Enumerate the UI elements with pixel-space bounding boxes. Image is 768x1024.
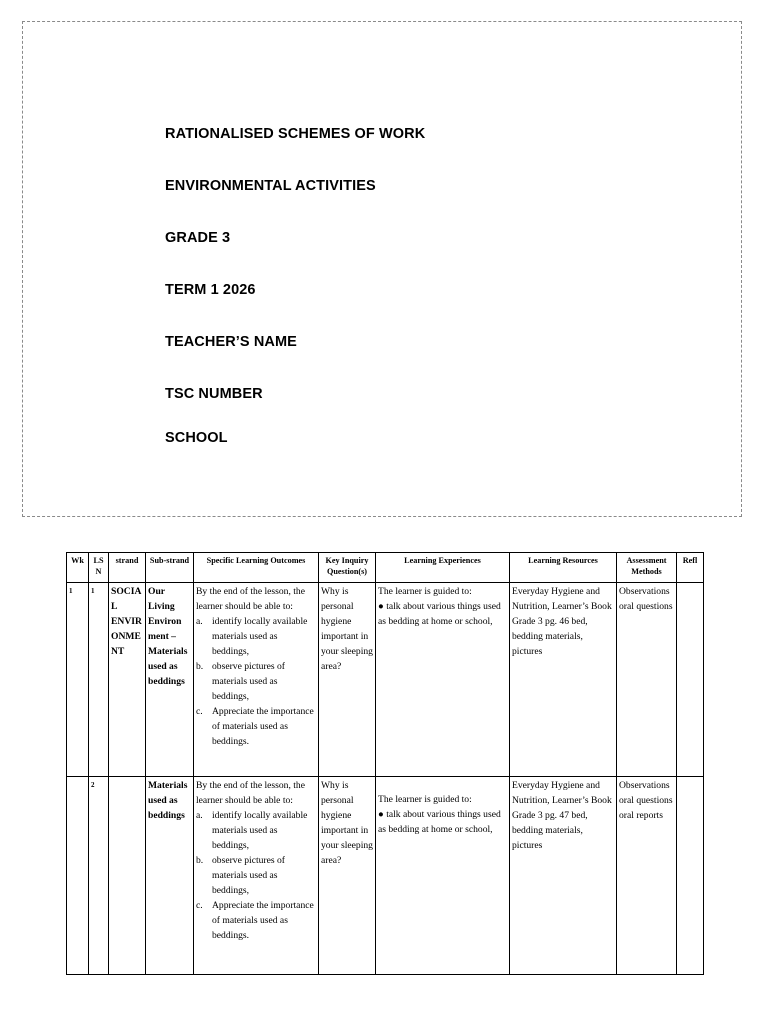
cell-strand: SOCIAL ENVIR ONME NT	[109, 583, 146, 777]
list-item: c. Appreciate the importance of materials used as beddings.	[196, 706, 314, 747]
experiences-intro: The learner is guided to:	[378, 586, 472, 597]
list-item: a. identify locally available materials used as beddings,	[196, 810, 308, 851]
list-item: b. observe pictures of materials used as beddings,	[196, 855, 285, 896]
cell-assessment: Observations oral questions oral reports	[617, 777, 677, 975]
cell-inquiry: Why is personal hygiene important in your sleeping area?	[319, 583, 376, 777]
cell-lesson: 1	[89, 583, 109, 777]
outcomes-list	[196, 808, 316, 943]
header-lesson: LS N	[89, 553, 109, 583]
cell-week: 1	[67, 583, 89, 777]
cell-reflection	[677, 583, 704, 777]
cell-resources: Everyday Hygiene and Nutrition, Learner’s Book Grade 3 pg. 47 bed, bedding materials, pictures	[510, 777, 617, 975]
cover-school: SCHOOL	[165, 430, 228, 446]
cell-experiences	[376, 777, 510, 975]
list-item: ● talk about various things used as bedding at home or school,	[378, 809, 501, 835]
cell-strand	[109, 777, 146, 975]
cell-outcomes	[194, 583, 319, 777]
list-item: ● talk about various things used as bedding at home or school,	[378, 601, 501, 627]
cover-title: RATIONALISED SCHEMES OF WORK	[165, 126, 426, 142]
cell-substrand: Materials used as beddings	[146, 777, 194, 975]
header-inquiry: Key Inquiry Question(s)	[319, 553, 376, 583]
cover-subject: ENVIRONMENTAL ACTIVITIES	[165, 178, 376, 194]
cover-term: TERM 1 2026	[165, 282, 256, 298]
header-reflection: Refl	[677, 553, 704, 583]
cover-tsc-number: TSC NUMBER	[165, 386, 263, 402]
outcomes-intro: By the end of the lesson, the learner should be able to:	[196, 586, 305, 612]
cover-teacher-name: TEACHER’S NAME	[165, 334, 297, 350]
cover-grade: GRADE 3	[165, 230, 231, 246]
table-row	[67, 777, 704, 975]
outcomes-intro: By the end of the lesson, the learner should be able to:	[196, 780, 305, 806]
cell-assessment: Observations oral questions	[617, 583, 677, 777]
header-assessment: Assessment Methods	[617, 553, 677, 583]
cell-resources: Everyday Hygiene and Nutrition, Learner’s Book Grade 3 pg. 46 bed, bedding materials, pictures	[510, 583, 617, 777]
cell-lesson: 2	[89, 777, 109, 975]
experiences-intro: The learner is guided to:	[378, 794, 472, 805]
header-outcomes: Specific Learning Outcomes	[194, 553, 319, 583]
list-item: a. identify locally available materials used as beddings,	[196, 616, 308, 657]
cell-week	[67, 777, 89, 975]
cell-inquiry: Why is personal hygiene important in your sleeping area?	[319, 777, 376, 975]
scheme-of-work-table	[66, 552, 704, 975]
header-strand: strand	[109, 553, 146, 583]
header-resources: Learning Resources	[510, 553, 617, 583]
cover-page-frame	[22, 21, 742, 517]
header-week: Wk	[67, 553, 89, 583]
cell-outcomes	[194, 777, 319, 975]
cell-experiences	[376, 583, 510, 777]
cell-substrand: Our Living Environ ment – Materials used as beddings	[146, 583, 194, 777]
table-header-row	[67, 553, 704, 583]
outcomes-list	[196, 614, 316, 749]
list-item: b. observe pictures of materials used as beddings,	[196, 661, 285, 702]
header-experiences: Learning Experiences	[376, 553, 510, 583]
list-item: c. Appreciate the importance of materials used as beddings.	[196, 900, 314, 941]
table-row	[67, 583, 704, 777]
header-substrand: Sub-strand	[146, 553, 194, 583]
cell-reflection	[677, 777, 704, 975]
